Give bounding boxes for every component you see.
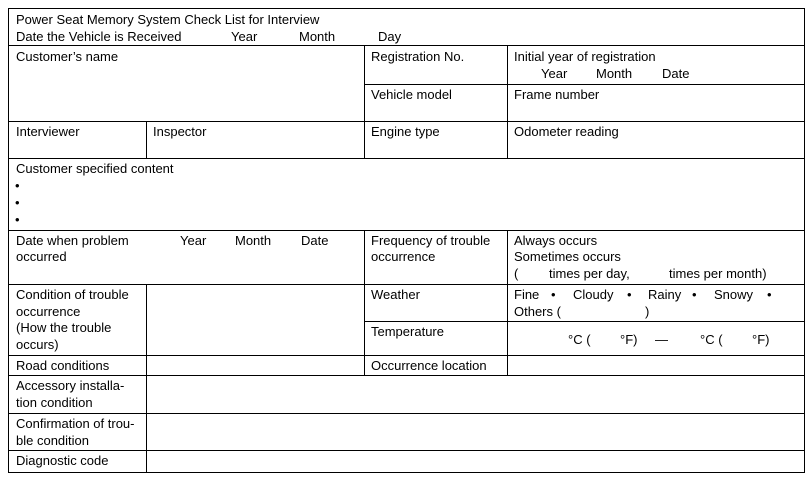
occurrence-location-label: Occurrence location [371, 358, 487, 373]
weather-snowy-option[interactable]: Snowy [714, 287, 754, 302]
rule-temperature-top [364, 321, 805, 322]
received-year-label: Year [231, 29, 258, 44]
content-bullet: • [15, 178, 20, 193]
problem-date-label-cont: occurred [16, 249, 67, 264]
content-bullet: • [15, 195, 20, 210]
engine-type-label: Engine type [371, 124, 440, 139]
temperature-celsius-to: °C ( [700, 332, 723, 347]
rule-vehicle-model-top [364, 84, 805, 85]
frequency-open-paren: ( [514, 266, 519, 281]
border-top [8, 8, 805, 9]
rule-condition-top [8, 284, 805, 285]
times-per-month-label: times per month) [669, 266, 767, 281]
rule-interviewer-top [8, 121, 805, 122]
frequency-label-cont: occurrence [371, 249, 436, 264]
initial-year-date-label: Date [662, 66, 690, 81]
weather-label: Weather [371, 287, 420, 302]
vehicle-model-label: Vehicle model [371, 87, 452, 102]
initial-year-year-label: Year [541, 66, 568, 81]
rule-confirmation-top [8, 413, 805, 414]
form-title: Power Seat Memory System Check List for Interview [16, 12, 320, 27]
interviewer-label: Interviewer [16, 124, 80, 139]
times-per-day-label: times per day, [549, 266, 630, 281]
temperature-fahrenheit-to: °F) [752, 332, 770, 347]
condition-how-label-cont: occurs) [16, 337, 59, 352]
customer-name-field[interactable] [10, 66, 362, 120]
condition-label-cont: occurrence [16, 304, 81, 319]
confirmation-label-cont: ble condition [16, 433, 89, 448]
content-bullet: • [15, 212, 20, 227]
frequency-label: Frequency of trouble [371, 233, 491, 248]
problem-year-label: Year [180, 233, 207, 248]
weather-cloudy-option[interactable]: Cloudy [573, 287, 614, 302]
customer-name-label: Customer’s name [16, 49, 119, 64]
divider-mid-middle [364, 230, 365, 375]
received-month-label: Month [299, 29, 336, 44]
confirmation-label: Confirmation of trou- [16, 416, 135, 431]
confirmation-field[interactable] [148, 415, 803, 449]
divider-interviewer [146, 121, 147, 158]
received-date-label: Date the Vehicle is Received [16, 29, 182, 44]
border-left [8, 8, 9, 473]
border-right [804, 8, 805, 473]
received-day-label: Day [378, 29, 402, 44]
divider-mid-top [364, 45, 365, 158]
initial-year-label: Initial year of registration [514, 49, 656, 64]
weather-separator: • [551, 287, 556, 302]
diagnostic-code-label: Diagnostic code [16, 453, 109, 468]
condition-label: Condition of trouble [16, 287, 129, 302]
temperature-range-dash: — [655, 332, 668, 347]
weather-others-option[interactable]: Others ( [514, 304, 561, 319]
rule-road-top [8, 355, 805, 356]
weather-separator: • [767, 287, 772, 302]
divider-right-top [507, 45, 508, 158]
weather-separator: • [627, 287, 632, 302]
rule-header-bottom [8, 45, 805, 46]
weather-fine-option[interactable]: Fine [514, 287, 540, 302]
inspector-label: Inspector [153, 124, 207, 139]
diagnostic-code-field[interactable] [148, 452, 803, 471]
always-occurs-option[interactable]: Always occurs [514, 233, 598, 248]
temperature-fahrenheit-from: °F) [620, 332, 638, 347]
rule-accessory-top [8, 375, 805, 376]
divider-right-middle [507, 230, 508, 375]
problem-date-label: Date when problem [16, 233, 129, 248]
customer-content-label: Customer specified content [16, 161, 174, 176]
border-bottom [8, 472, 805, 473]
divider-left-lower [146, 284, 147, 473]
registration-no-label: Registration No. [371, 49, 465, 64]
accessory-field[interactable] [148, 377, 803, 412]
accessory-label: Accessory installa- [16, 378, 125, 393]
weather-others-close-paren: ) [645, 304, 650, 319]
weather-separator: • [692, 287, 697, 302]
odometer-label: Odometer reading [514, 124, 619, 139]
problem-date-day-label: Date [301, 233, 329, 248]
road-conditions-label: Road conditions [16, 358, 110, 373]
sometimes-occurs-option[interactable]: Sometimes occurs [514, 249, 621, 264]
problem-month-label: Month [235, 233, 272, 248]
temperature-label: Temperature [371, 324, 444, 339]
frame-number-label: Frame number [514, 87, 600, 102]
rule-problem-top [8, 230, 805, 231]
initial-year-month-label: Month [596, 66, 633, 81]
rule-content-top [8, 158, 805, 159]
accessory-label-cont: tion condition [16, 395, 93, 410]
condition-how-label: (How the trouble [16, 320, 112, 335]
temperature-celsius-from: °C ( [568, 332, 591, 347]
rule-diagnostic-top [8, 450, 805, 451]
weather-rainy-option[interactable]: Rainy [648, 287, 682, 302]
